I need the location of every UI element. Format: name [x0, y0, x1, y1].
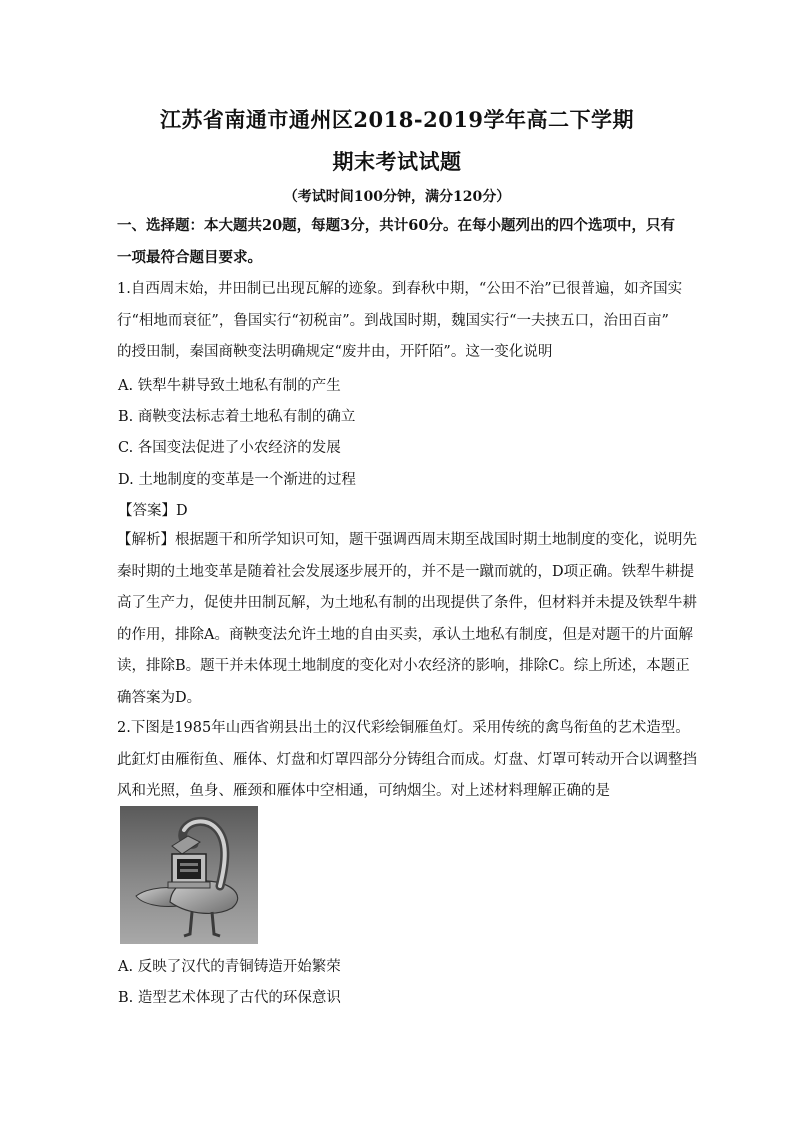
question-1-option-c: C. 各国变法促进了小农经济的发展: [118, 440, 341, 456]
analysis-line: 读，排除B。题干并未体现土地制度的变化对小农经济的影响，排除C。综上所述，本题正: [117, 658, 690, 674]
question-1-analysis: [117, 525, 697, 714]
question-1-option-a: A. 铁犁牛耕导致土地私有制的产生: [118, 378, 341, 394]
document-title-line1: 江苏省南通市通州区2018-2019学年高二下学期: [159, 107, 635, 132]
analysis-line: 秦时期的土地变革是随着社会发展逐步展开的，并不是一蹴而就的，D项正确。铁犁牛耕提: [117, 563, 695, 580]
bronze-goose-fish-lamp-photo: [120, 806, 258, 944]
question-1-option-b: B. 商鞅变法标志着土地私有制的确立: [118, 409, 356, 425]
section-heading-line: 一项最符合题目要求。: [117, 248, 262, 266]
analysis-line: 高了生产力，促使井田制瓦解，为土地私有制的出现提供了条件，但材料并未提及铁犁牛耕: [117, 595, 697, 611]
question-2-stem: [117, 713, 697, 808]
question-stem-line: 2.下图是1985年山西省朔县出土的汉代彩绘铜雁鱼灯。采用传统的禽鸟衔鱼的艺术造型。: [117, 720, 690, 736]
question-2-option-b: B. 造型艺术体现了古代的环保意识: [118, 990, 341, 1006]
question-stem-line: 风和光照，鱼身、雁颈和雁体中空相通，可纳烟尘。对上述材料理解正确的是: [117, 783, 610, 799]
question-1-answer: 【答案】D: [118, 503, 188, 519]
question-stem-line: 此釭灯由雁衔鱼、雁体、灯盘和灯罩四部分分铸组合而成。灯盘、灯罩可转动开合以调整挡: [117, 751, 697, 768]
analysis-line: 的作用，排除A。商鞅变法允许土地的自由买卖，承认土地私有制度，但是对题干的片面解: [117, 626, 693, 643]
exam-info: （考试时间100分钟，满分120分）: [283, 189, 511, 205]
document-title-line2: 期末考试试题: [332, 149, 462, 174]
question-1-stem: [117, 274, 687, 369]
question-stem-line: 1.自西周末始，井田制已出现瓦解的迹象。到春秋中期，“公田不治”已很普遍，如齐国实: [117, 281, 683, 297]
question-1-option-d: D. 土地制度的变革是一个渐进的过程: [118, 472, 356, 488]
section-heading-line: 一、选择题：本大题共20题，每题3分，共计60分。在每小题列出的四个选项中，只有: [117, 217, 675, 234]
analysis-line: 确答案为D。: [117, 689, 202, 706]
analysis-line: 【解析】根据题干和所学知识可知，题干强调西周末期至战国时期土地制度的变化，说明先: [117, 532, 697, 548]
question-stem-line: 行“相地而衰征”，鲁国实行“初税亩”。到战国时期，魏国实行“一夫挟五口，治田百亩”: [117, 312, 669, 329]
question-2-option-a: A. 反映了汉代的青铜铸造开始繁荣: [118, 959, 341, 975]
section-heading: [117, 210, 687, 273]
question-stem-line: 的授田制，秦国商鞅变法明确规定“废井由，开阡陌”。这一变化说明: [117, 344, 553, 360]
